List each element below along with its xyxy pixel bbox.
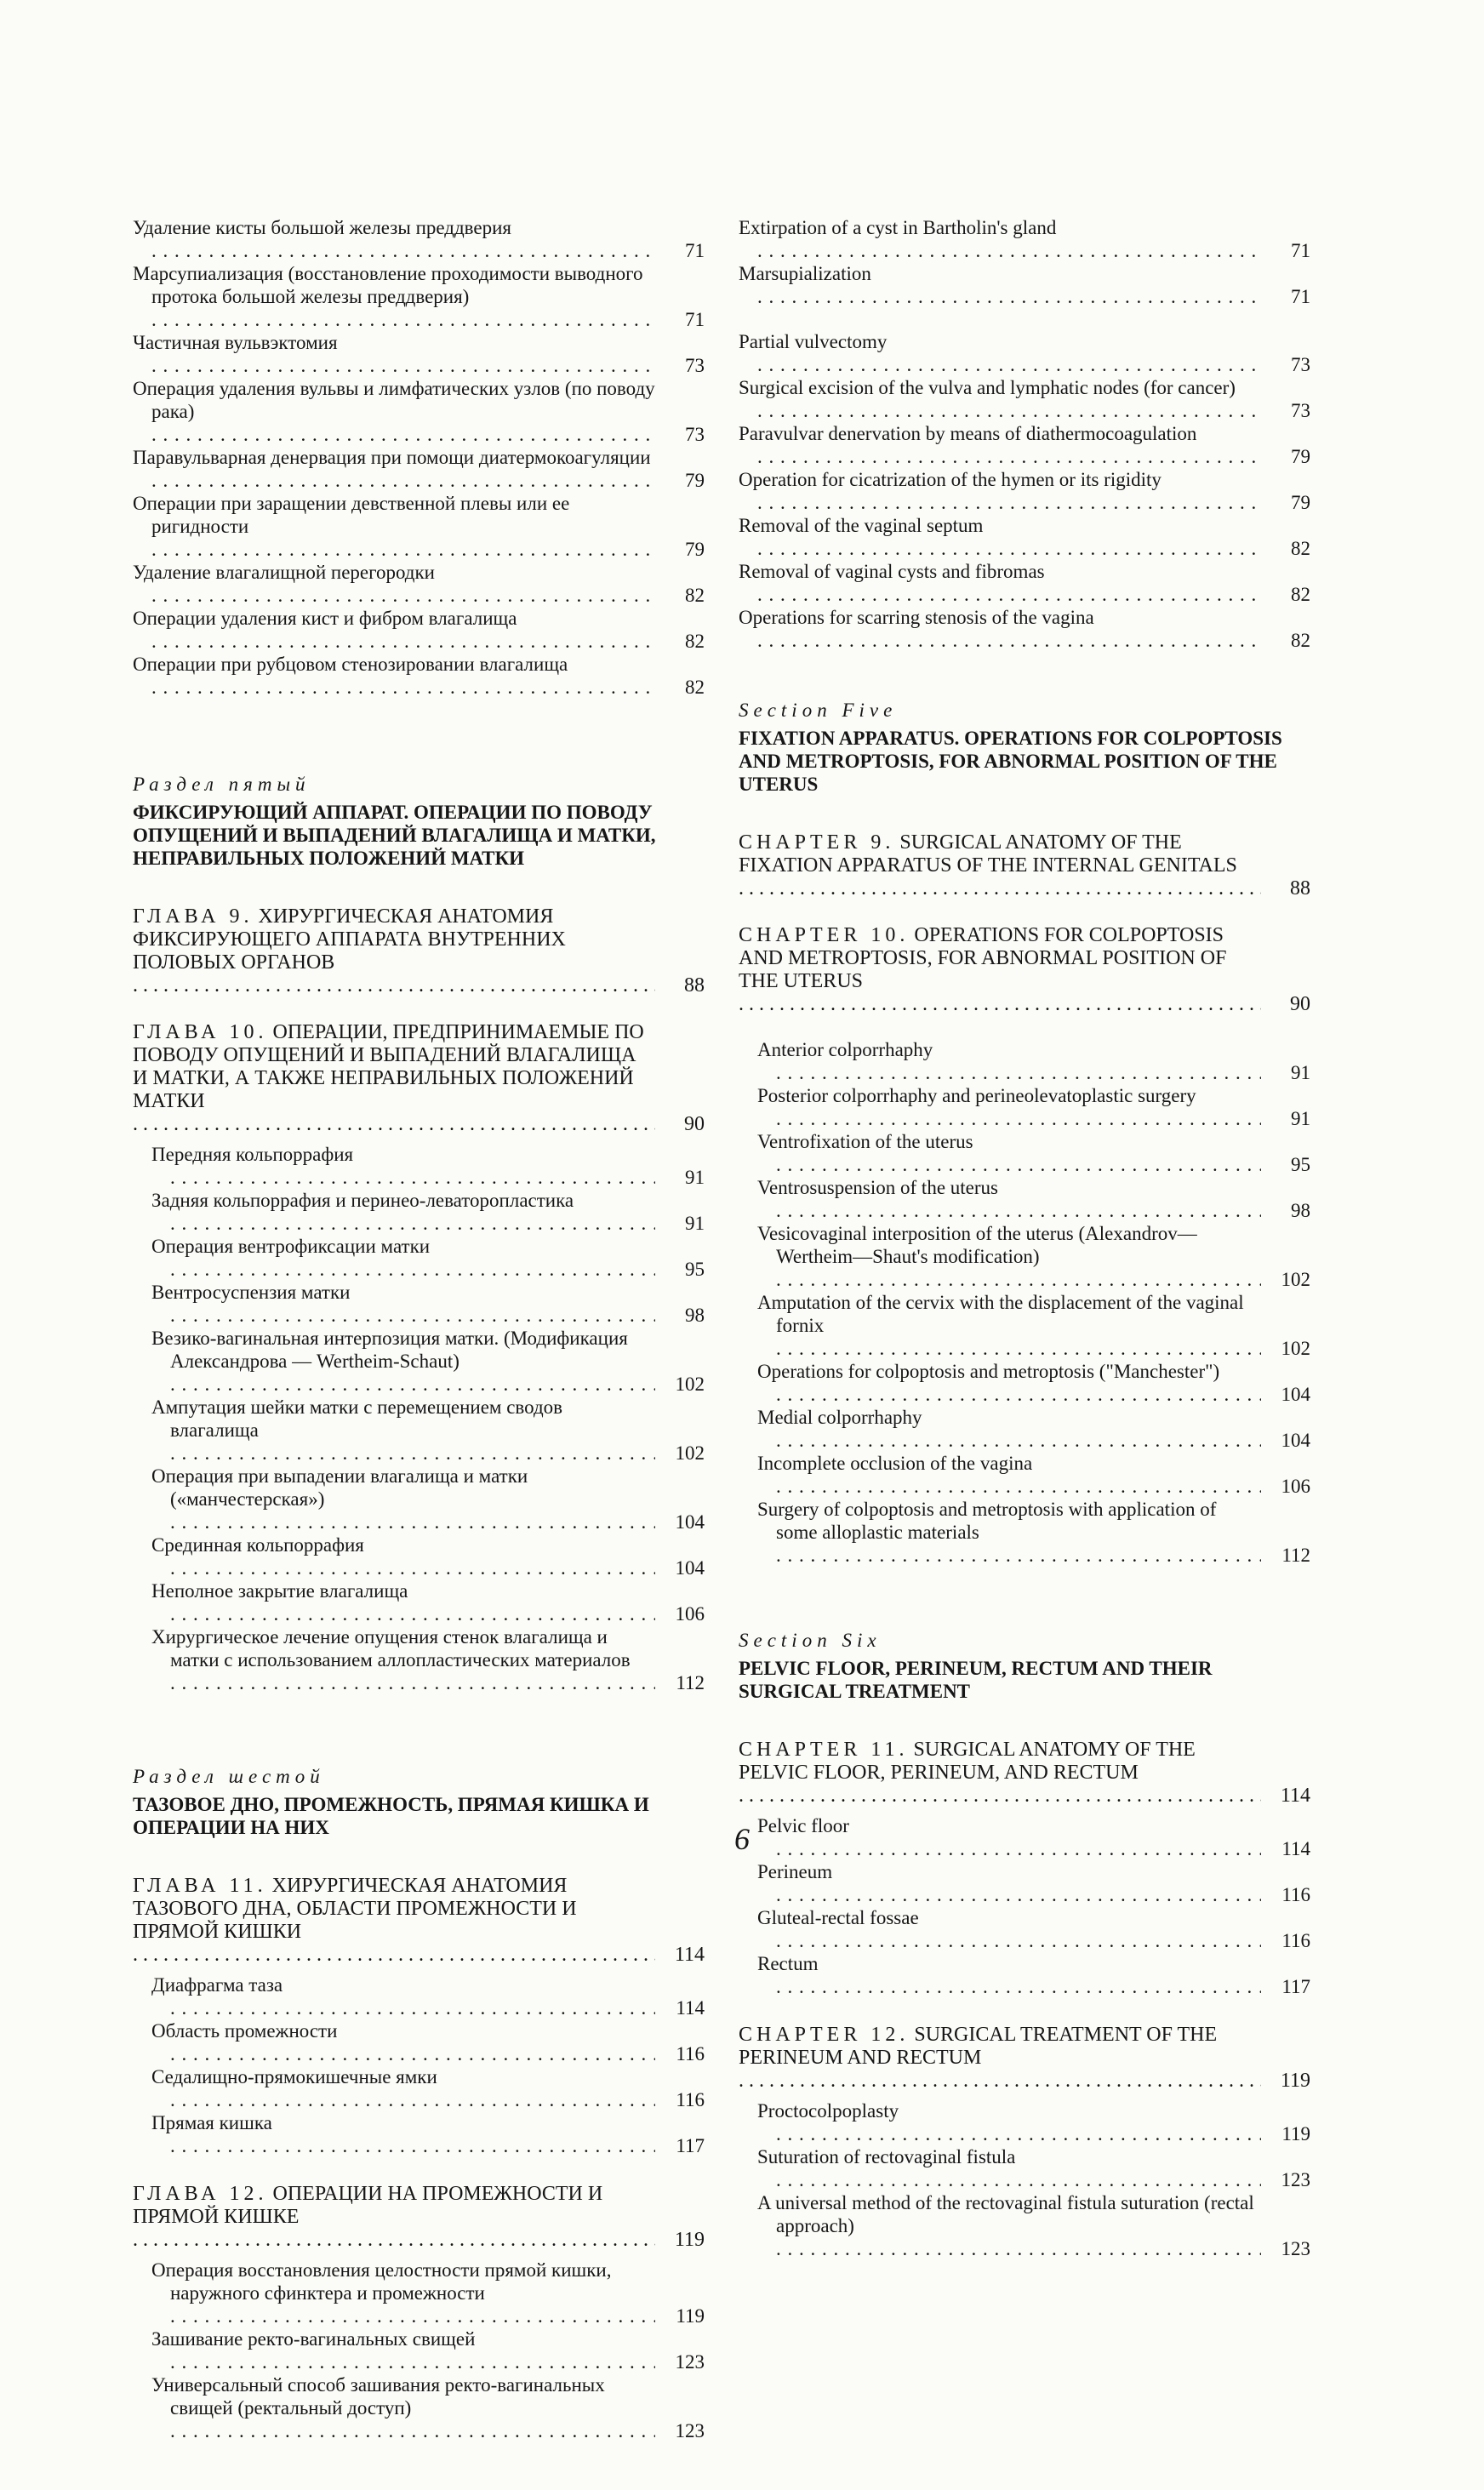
chapter-heading: CHAPTER 11. SURGICAL ANATOMY OF THE PELVIC FLOOR, PERINEUM, AND RECTUM . . . 114: [739, 1739, 1310, 1808]
toc-entry: Везико-вагинальная интерпозиция матки. (Модификация Александрова — Wertheim-Schaut) . . . 102: [133, 1327, 705, 1396]
chapter-entries: [133, 2259, 705, 2442]
toc-column-english: [739, 216, 1310, 2308]
toc-entry: Операция вентрофиксации матки . . . 95: [133, 1235, 705, 1281]
toc-entry: Марсупиализация (восстановление проходимости выводного протока большой железы преддверия) . . . 71: [133, 262, 705, 331]
section-label: Section Five: [739, 700, 898, 721]
chapter-heading: CHAPTER 12. SURGICAL TREATMENT OF THE PERINEUM AND RECTUM . . . 119: [739, 2024, 1310, 2093]
toc-entry: Partial vulvectomy . . . 73: [739, 330, 1310, 376]
toc-entry: Область промежности . . . 116: [133, 2019, 705, 2065]
toc-top-entries: [133, 216, 705, 699]
section-title: ТАЗОВОЕ ДНО, ПРОМЕЖНОСТЬ, ПРЯМАЯ КИШКА И ОПЕРАЦИИ НА НИХ: [133, 1794, 649, 1838]
toc-entry: Removal of vaginal cysts and fibromas . . . 82: [739, 560, 1310, 606]
toc-entry: A universal method of the rectovaginal fistula suturation (rectal approach) . . . 123: [739, 2191, 1310, 2260]
toc-entry: Incomplete occlusion of the vagina . . . 106: [739, 1452, 1310, 1498]
toc-entry: Седалищно-прямокишечные ямки . . . 116: [133, 2065, 705, 2111]
chapter-entries: [133, 1143, 705, 1694]
toc-entry: Операция удаления вульвы и лимфатических узлов (по поводу рака) . . . 73: [133, 377, 705, 446]
toc-entry: Операция восстановления целостности прямой кишки, наружного сфинктера и промежности . . . 119: [133, 2259, 705, 2327]
toc-entry: Paravulvar denervation by means of diathermocoagulation . . . 79: [739, 422, 1310, 468]
toc-entry: Medial colporrhaphy . . . 104: [739, 1406, 1310, 1452]
toc-entry: Операции удаления кист и фибром влагалища . . . 82: [133, 607, 705, 653]
section-title: ФИКСИРУЮЩИЙ АППАРАТ. ОПЕРАЦИИ ПО ПОВОДУ ОПУЩЕНИЙ И ВЫПАДЕНИЙ ВЛАГАЛИЩА И МАТКИ, НЕПРАВИЛЬНЫХ ПОЛОЖЕНИЙ МАТКИ: [133, 802, 656, 869]
section-label: Раздел шестой: [133, 1766, 325, 1787]
toc-entry: Proctocolpoplasty . . . 119: [739, 2099, 1310, 2145]
toc-entry: Неполное закрытие влагалища . . . 106: [133, 1579, 705, 1625]
section-six: [739, 1630, 1310, 2260]
toc-entry: Хирургическое лечение опущения стенок влагалища и матки с использованием аллопластических материалов . . . 112: [133, 1625, 705, 1694]
toc-entry: Operation for cicatrization of the hymen or its rigidity . . . 79: [739, 468, 1310, 514]
toc-entry: Ventrosuspension of the uterus . . . 98: [739, 1176, 1310, 1222]
chapter-heading: ГЛАВА 11. ХИРУРГИЧЕСКАЯ АНАТОМИЯ ТАЗОВОГО ДНА, ОБЛАСТИ ПРОМЕЖНОСТИ И ПРЯМОЙ КИШКИ . . . 114: [133, 1875, 705, 1967]
chapter-heading: CHAPTER 10. OPERATIONS FOR COLPOPTOSIS AND METROPTOSIS, FOR ABNORMAL POSITION OF THE UTERUS . . . 90: [739, 924, 1310, 1016]
chapter-entries: [739, 2099, 1310, 2260]
toc-entry: Ампутация шейки матки с перемещением сводов влагалища . . . 102: [133, 1396, 705, 1465]
section-label: Раздел пятый: [133, 774, 311, 795]
toc-entry: Операции при рубцовом стенозировании влагалища . . . 82: [133, 653, 705, 699]
toc-entry: Operations for scarring stenosis of the vagina . . . 82: [739, 606, 1310, 652]
toc-entry: Vesicovaginal interposition of the uterus (Alexandrov—Wertheim—Shaut's modification) . . . 102: [739, 1222, 1310, 1291]
toc-entry: Surgery of colpoptosis and metroptosis with application of some alloplastic materials . . . 112: [739, 1498, 1310, 1567]
toc-entry: Операции при заращении девственной плевы или ее ригидности . . . 79: [133, 492, 705, 561]
chapter-entries: [133, 1973, 705, 2157]
chapter-heading: CHAPTER 9. SURGICAL ANATOMY OF THE FIXATION APPARATUS OF THE INTERNAL GENITALS . . . 88: [739, 831, 1310, 900]
chapter-heading: ГЛАВА 12. ОПЕРАЦИИ НА ПРОМЕЖНОСТИ И ПРЯМОЙ КИШКЕ . . . 119: [133, 2183, 705, 2252]
toc-entry: Диафрагма таза . . . 114: [133, 1973, 705, 2019]
section-six: [133, 1766, 705, 2442]
toc-entry: Удаление кисты большой железы преддверия . . . 71: [133, 216, 705, 262]
toc-entry: Ventrofixation of the uterus . . . 95: [739, 1130, 1310, 1176]
toc-entry: Marsupialization . . . 71: [739, 262, 1310, 308]
chapter-heading: ГЛАВА 9. ХИРУРГИЧЕСКАЯ АНАТОМИЯ ФИКСИРУЮЩЕГО АППАРАТА ВНУТРЕННИХ ПОЛОВЫХ ОРГАНОВ . . . 88: [133, 905, 705, 997]
section-title: FIXATION APPARATUS. OPERATIONS FOR COLPOPTOSIS AND METROPTOSIS, FOR ABNORMAL POSITION OF THE UTERUS: [739, 728, 1282, 795]
toc-entry: Операция при выпадении влагалища и матки («манчестерская») . . . 104: [133, 1465, 705, 1533]
toc-entry: Паравульварная денервация при помощи диатермокоагуляции . . . 79: [133, 446, 705, 492]
toc-entry: Задняя кольпоррафия и перинео-леваторопластика . . . 91: [133, 1189, 705, 1235]
toc-column-russian: [133, 216, 705, 2490]
toc-entry: Removal of the vaginal septum . . . 82: [739, 514, 1310, 560]
section-five: [133, 774, 705, 1694]
toc-entry: Amputation of the cervix with the displacement of the vaginal fornix . . . 102: [739, 1291, 1310, 1360]
toc-entry: Posterior colporrhaphy and perineolevatoplastic surgery . . . 91: [739, 1084, 1310, 1130]
toc-entry: Anterior colporrhaphy . . . 91: [739, 1038, 1310, 1084]
toc-entry: Частичная вульвэктомия . . . 73: [133, 331, 705, 377]
toc-entry: Rectum . . . 117: [739, 1952, 1310, 1998]
toc-entry: Pelvic floor . . . 114: [739, 1814, 1310, 1860]
toc-entry: Универсальный способ зашивания ректо-вагинальных свищей (ректальный доступ) . . . 123: [133, 2373, 705, 2442]
toc-entry: Surgical excision of the vulva and lymphatic nodes (for cancer) . . . 73: [739, 376, 1310, 422]
toc-entry: Perineum . . . 116: [739, 1860, 1310, 1906]
section-title: PELVIC FLOOR, PERINEUM, RECTUM AND THEIR SURGICAL TREATMENT: [739, 1658, 1213, 1702]
toc-entry: Extirpation of a cyst in Bartholin's gland . . . 71: [739, 216, 1310, 262]
toc-top-entries: [739, 216, 1310, 652]
chapter-entries: [739, 1038, 1310, 1567]
toc-entry: Operations for colpoptosis and metroptosis ("Manchester") . . . 104: [739, 1360, 1310, 1406]
toc-entry: Передняя кольпоррафия . . . 91: [133, 1143, 705, 1189]
chapter-heading: ГЛАВА 10. ОПЕРАЦИИ, ПРЕДПРИНИМАЕМЫЕ ПО ПОВОДУ ОПУЩЕНИЙ И ВЫПАДЕНИЙ ВЛАГАЛИЩА И МАТКИ, А ТАКЖЕ НЕПРАВИЛЬНЫХ ПОЛОЖЕНИЙ МАТКИ . . . 90: [133, 1021, 705, 1136]
toc-entry: Зашивание ректо-вагинальных свищей . . . 123: [133, 2327, 705, 2373]
page-number: 6: [734, 1822, 750, 1856]
toc-entry: Срединная кольпоррафия . . . 104: [133, 1533, 705, 1579]
toc-entry: Удаление влагалищной перегородки . . . 82: [133, 561, 705, 607]
section-label: Section Six: [739, 1630, 882, 1651]
toc-entry: Suturation of rectovaginal fistula . . . 123: [739, 2145, 1310, 2191]
toc-entry: Вентросуспензия матки . . . 98: [133, 1281, 705, 1327]
toc-entry: Прямая кишка . . . 117: [133, 2111, 705, 2157]
toc-entry: Gluteal-rectal fossae . . . 116: [739, 1906, 1310, 1952]
section-five: [739, 700, 1310, 1567]
